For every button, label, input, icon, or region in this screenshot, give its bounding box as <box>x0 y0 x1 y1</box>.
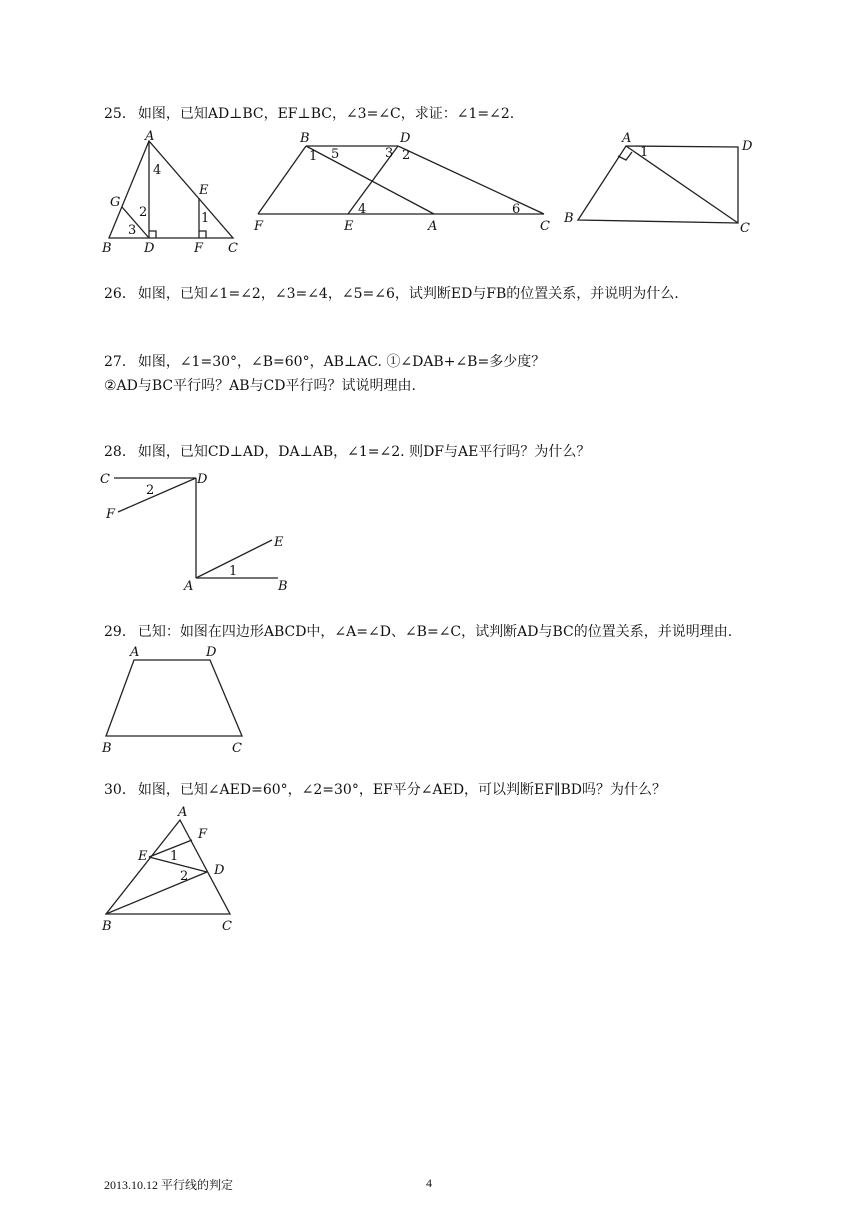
question-text: 如图，已知AD⊥BC，EF⊥BC，∠3=∠C，求证：∠1=∠2. <box>137 106 515 122</box>
angle-label-3: 3 <box>385 146 394 161</box>
page-number: 4 <box>426 1176 432 1190</box>
label-c: C <box>222 919 232 934</box>
angle-label-2: 2 <box>139 205 148 220</box>
figure-28 <box>98 466 298 594</box>
figure-25-right <box>560 128 760 238</box>
quadrilateral-abcd <box>578 146 738 223</box>
label-d: D <box>197 472 208 487</box>
label-e: E <box>199 183 209 198</box>
segment-dc <box>398 146 544 214</box>
figure-30 <box>98 800 258 940</box>
question-27 <box>104 352 545 396</box>
figure-29 <box>98 642 258 760</box>
label-a: A <box>622 131 632 146</box>
figure-25-left <box>100 128 250 258</box>
question-text: 如图，已知CD⊥AD，DA⊥AB，∠1=∠2. 则DF与AE平行吗？为什么？ <box>137 444 591 460</box>
triangle-abc <box>106 820 230 914</box>
question-number: 29． <box>104 624 136 640</box>
label-c: C <box>228 241 238 256</box>
label-e: E <box>274 535 284 550</box>
label-f: F <box>194 241 204 256</box>
label-c: C <box>540 219 550 234</box>
angle-label-2: 2 <box>180 869 189 884</box>
question-text: 如图，∠1=30°，∠B=60°，AB⊥AC. ①∠DAB+∠B=多少度？ <box>137 354 546 370</box>
label-g: G <box>110 195 121 210</box>
label-c: C <box>100 472 110 487</box>
question-text: 如图，已知∠1=∠2，∠3=∠4，∠5=∠6，试判断ED与FB的位置关系，并说明为什么. <box>137 286 679 302</box>
label-a: A <box>130 645 140 660</box>
label-d: D <box>206 645 217 660</box>
label-e: E <box>344 219 354 234</box>
angle-label-2: 2 <box>146 483 155 498</box>
label-f: F <box>198 827 208 842</box>
label-c: C <box>232 741 242 756</box>
label-a: A <box>145 129 155 144</box>
question-25 <box>104 104 514 124</box>
label-d: D <box>214 863 225 878</box>
label-b: B <box>102 241 112 256</box>
label-a: A <box>178 805 188 820</box>
label-d: D <box>144 241 155 256</box>
question-text: 已知：如图在四边形ABCD中，∠A=∠D、∠B=∠C，试判断AD与BC的位置关系，并说明理由. <box>137 624 733 640</box>
question-text: 如图，已知∠AED=60°，∠2=30°，EF平分∠AED，可以判断EF∥BD吗？为什么？ <box>137 782 666 798</box>
label-a: A <box>428 219 438 234</box>
label-d: D <box>742 139 753 154</box>
label-b: B <box>564 211 574 226</box>
figure-25-middle <box>250 128 560 238</box>
segment-bf <box>258 146 306 214</box>
label-b: B <box>300 131 310 146</box>
label-c: C <box>740 221 750 236</box>
question-number: 26． <box>104 286 136 302</box>
angle-label-3: 3 <box>128 223 137 238</box>
question-number: 27． <box>104 354 136 370</box>
angle-label-1: 1 <box>640 145 649 160</box>
label-d: D <box>400 131 411 146</box>
right-angle-mark <box>149 231 156 238</box>
angle-label-4: 4 <box>358 202 367 217</box>
angle-label-6: 6 <box>512 202 521 217</box>
question-text-line-2: ②AD与BC平行吗？AB与CD平行吗？试说明理由. <box>104 378 416 394</box>
segment-bd <box>106 872 207 914</box>
label-f: F <box>106 507 116 522</box>
footer-title: 2013.10.12 平行线的判定 <box>104 1178 234 1192</box>
label-b: B <box>102 741 112 756</box>
question-26 <box>104 284 679 304</box>
question-number: 25． <box>104 106 136 122</box>
right-angle-mark <box>199 231 206 238</box>
question-number: 28． <box>104 444 136 460</box>
angle-label-1: 1 <box>170 849 179 864</box>
angle-label-1: 1 <box>201 211 210 226</box>
label-a: A <box>184 579 194 594</box>
question-number: 30． <box>104 782 136 798</box>
angle-label-4: 4 <box>153 163 162 178</box>
label-b: B <box>102 919 112 934</box>
question-28 <box>104 442 590 462</box>
angle-label-1: 1 <box>309 149 318 164</box>
segment-ba <box>306 146 434 214</box>
segment-df <box>118 478 196 512</box>
question-29 <box>104 622 732 642</box>
label-f: F <box>254 219 264 234</box>
angle-label-5: 5 <box>331 147 340 162</box>
label-e: E <box>138 849 148 864</box>
label-b: B <box>278 579 288 594</box>
angle-label-2: 2 <box>402 148 411 163</box>
question-30 <box>104 780 666 800</box>
angle-label-1: 1 <box>229 564 238 579</box>
quadrilateral-abcd <box>106 660 242 736</box>
